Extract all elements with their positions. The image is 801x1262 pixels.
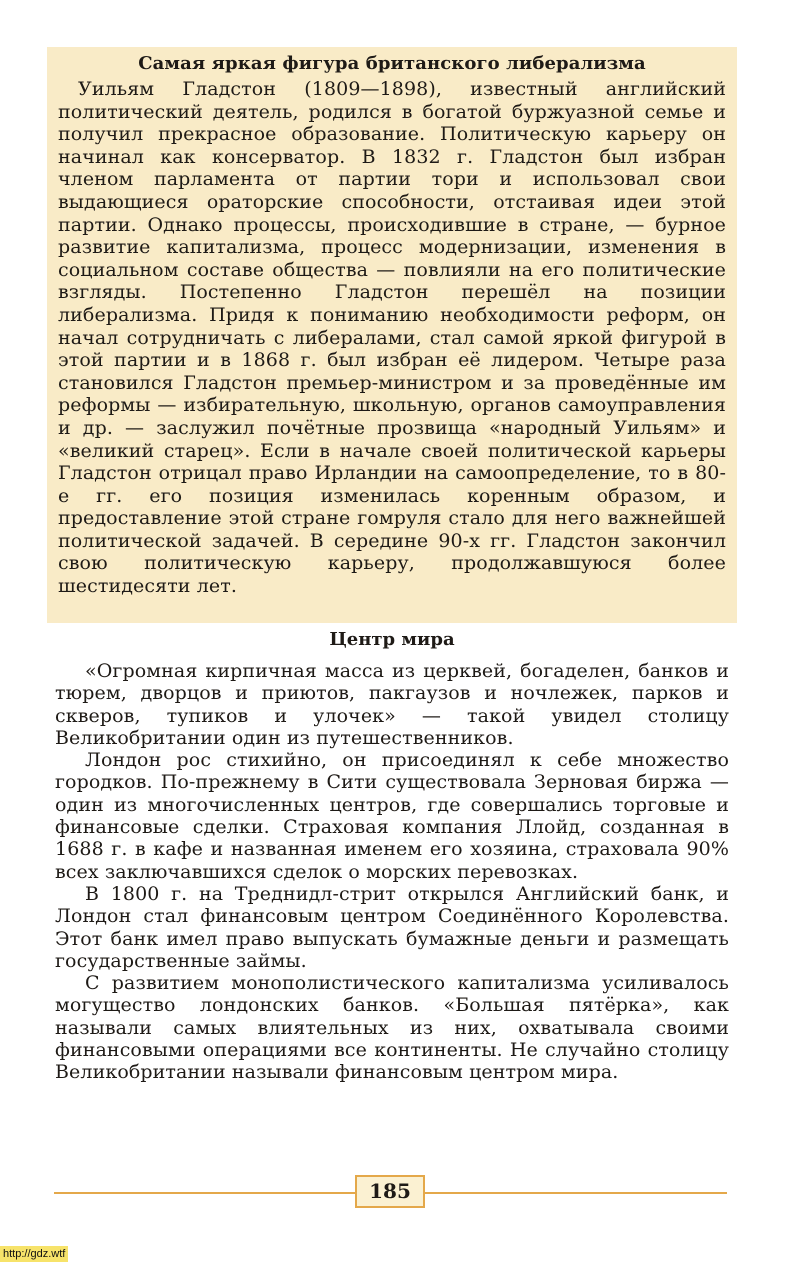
- biography-box: [47, 47, 737, 623]
- footer-rule-left: [54, 1192, 355, 1194]
- center-of-world-section: [55, 628, 729, 1084]
- section-paragraph: С развитием монополистического капитализма усиливалось могущество лондонских банков. «Большая пятёрка», как называли самых влиятельных из них, охватывала своими финансовыми операциями все континенты. Не случайно столицу Великобритании называли финансовым центром мира.: [55, 972, 729, 1084]
- biography-box-text: Уильям Гладстон (1809—1898), известный английский политический деятель, родился в богатой буржуазной семье и получил прекрасное образование. Политическую карьеру он начинал как консерватор. В 1832 г. Гладстон был избран членом парламента от партии тори и использовал свои выдающиеся ораторские способности, отстаивая идеи этой партии. Однако процессы, происходившие в стране, — бурное развитие капитализма, процесс модернизации, изменения в социальном составе общества — повлияли на его политические взгляды. Постепенно Гладстон перешёл на позиции либерализма. Придя к пониманию необходимости реформ, он начал сотрудничать с либералами, стал самой яркой фигурой в этой партии и в 1868 г. был избран её лидером. Четыре раза становился Гладстон премьер-министром и за проведённые им реформы — избирательную, школьную, органов самоуправления и др. — заслужил почётные прозвища «народный Уильям» и «великий старец». Если в начале своей политической карьеры Гладстон отрицал право Ирландии на самоопределение, то в 80-е гг. его позиция изменилась коренным образом, и предоставление этой стране гомруля стало для него важнейшей политической задачей. В середине 90-х гг. Гладстон закончил свою политическую карьеру, продолжавшуюся более шестидесяти лет.: [58, 78, 726, 598]
- footer-rule-right: [425, 1192, 727, 1194]
- section-paragraph: «Огромная кирпичная масса из церквей, богаделен, банков и тюрем, дворцов и приютов, пакгаузов и ночлежек, парков и скверов, тупиков и улочек» — такой увидел столицу Великобритании один из путешественников.: [55, 660, 729, 749]
- section-title: Центр мира: [329, 629, 455, 650]
- page-number: 185: [355, 1175, 425, 1208]
- watermark-link[interactable]: http://gdz.wtf: [0, 1246, 68, 1262]
- section-paragraph: Лондон рос стихийно, он присоединял к себе множество городков. По-прежнему в Сити существовала Зерновая биржа — один из многочисленных центров, где совершались торговые и финансовые сделки. Страховая компания Ллойд, созданная в 1688 г. в кафе и названная именем его хозяина, страховала 90% всех заключавшихся сделок о морских перевозках.: [55, 749, 729, 883]
- biography-box-title: Самая яркая фигура британского либерализма: [138, 53, 646, 74]
- section-paragraph: В 1800 г. на Треднидл-стрит открылся Английский банк, и Лондон стал финансовым центром Соединённого Королевства. Этот банк имел право выпускать бумажные деньги и размещать государственные займы.: [55, 882, 729, 972]
